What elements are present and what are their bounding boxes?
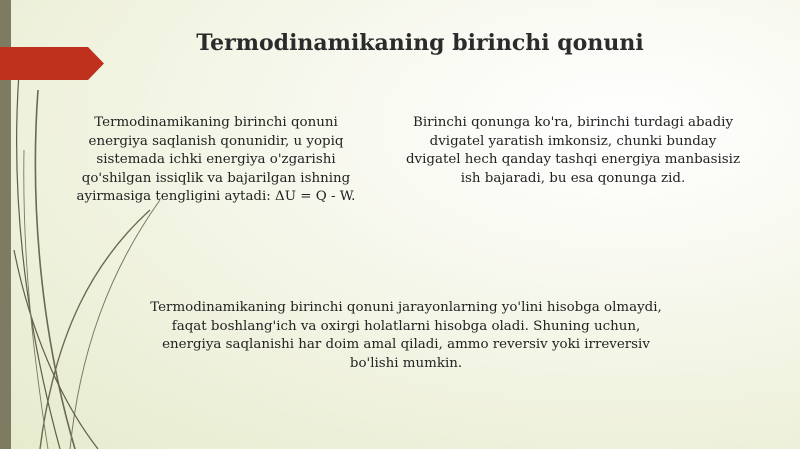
slide-title: Termodinamikaning birinchi qonuni — [196, 30, 644, 56]
accent-ribbon — [0, 47, 104, 80]
paragraph-right: Birinchi qonunga ko'ra, birinchi turdagi abadiy dvigatel yaratish imkonsiz, chunki bunday dvigatel hech qanday tashqi energiya manbasisiz ish bajaradi, bu esa qonunga zid. — [405, 115, 741, 186]
paragraph-left: Termodinamikaning birinchi qonuni energiya saqlanish qonunidir, u yopiq sistemada ichki energiya o'zgarishi qo'shilgan issiqlik va bajarilgan ishning ayirmasiga tengligini aytadi: ΔU = Q - W. — [76, 115, 356, 205]
paragraph-bottom: Termodinamikaning birinchi qonuni jarayonlarning yo'lini hisobga olmaydi, faqat boshlang'ich va oxirgi holatlarni hisobga oladi. Shuning uchun, energiya saqlanishi har doim amal qiladi, ammo reversiv yoki irreversiv bo'lishi mumkin. — [150, 300, 662, 371]
